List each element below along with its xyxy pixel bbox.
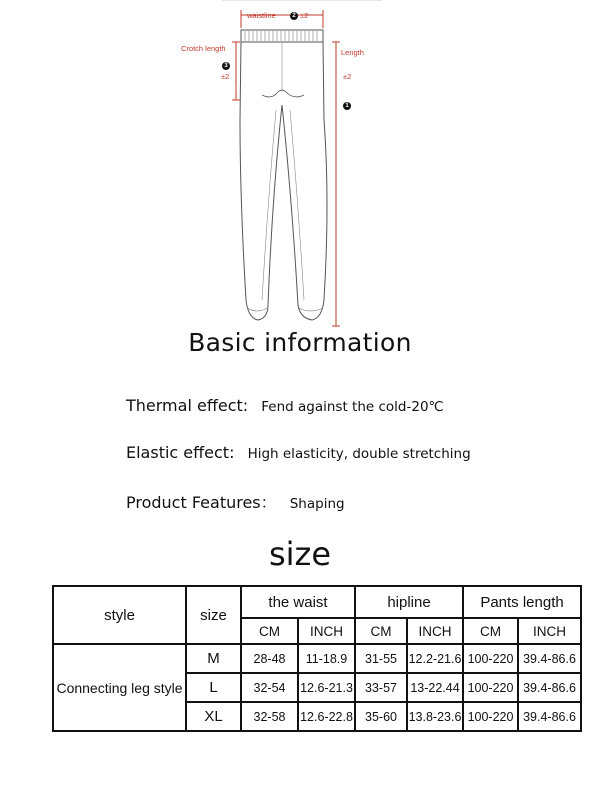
product-features-row [126,490,345,513]
size-cell: XL [186,702,241,731]
marker-2-icon: 2 [290,12,298,20]
leggings-illustration [0,0,600,330]
header-size: size [186,586,241,644]
value-cell: 39.4-86.6 [518,702,581,731]
product-features-label: Product Features： [126,493,277,512]
table-header-row [53,586,581,618]
value-cell: 39.4-86.6 [518,644,581,673]
unit-cell: CM [355,618,407,644]
unit-cell: CM [241,618,298,644]
thermal-effect-row [126,396,444,415]
elastic-effect-row [126,443,471,462]
waistline-tolerance: ±2 [300,11,309,20]
marker-1-icon: 1 [343,102,351,110]
value-cell: 12.6-22.8 [298,702,355,731]
elastic-effect-value: High elasticity, double stretching [247,446,471,462]
thermal-effect-label: Thermal effect: [126,396,249,415]
value-cell: 100-220 [463,644,518,673]
header-style: style [53,586,186,644]
table-row [53,644,581,673]
value-cell: 32-54 [241,673,298,702]
value-cell: 39.4-86.6 [518,673,581,702]
leggings-diagram [0,0,600,330]
size-table [52,585,582,732]
unit-cell: INCH [298,618,355,644]
product-features-value: Shaping [289,496,345,512]
value-cell: 35-60 [355,702,407,731]
style-name-cell: Connecting leg style [53,644,186,731]
value-cell: 31-55 [355,644,407,673]
value-cell: 13-22.44 [407,673,463,702]
value-cell: 12.2-21.6 [407,644,463,673]
length-tolerance: ±2 [343,72,352,81]
value-cell: 100-220 [463,702,518,731]
value-cell: 13.8-23.6 [407,702,463,731]
size-title: size [268,535,332,573]
size-cell: M [186,644,241,673]
header-waist: the waist [241,586,355,618]
value-cell: 33-57 [355,673,407,702]
length-label: Length [341,48,364,57]
crotch-tolerance: ±2 [221,72,230,81]
header-pants-length: Pants length [463,586,581,618]
unit-cell: INCH [518,618,581,644]
basic-information-title: Basic information [188,328,412,357]
crotch-length-label: Crotch length [181,44,226,53]
value-cell: 100-220 [463,673,518,702]
unit-cell: INCH [407,618,463,644]
waistline-label: waistline [247,11,276,20]
marker-3-icon: 3 [222,62,230,70]
value-cell: 11-18.9 [298,644,355,673]
value-cell: 12.6-21.3 [298,673,355,702]
value-cell: 28-48 [241,644,298,673]
header-hipline: hipline [355,586,463,618]
size-cell: L [186,673,241,702]
value-cell: 32-58 [241,702,298,731]
elastic-effect-label: Elastic effect: [126,443,235,462]
unit-cell: CM [463,618,518,644]
thermal-effect-value: Fend against the cold-20℃ [261,399,444,415]
